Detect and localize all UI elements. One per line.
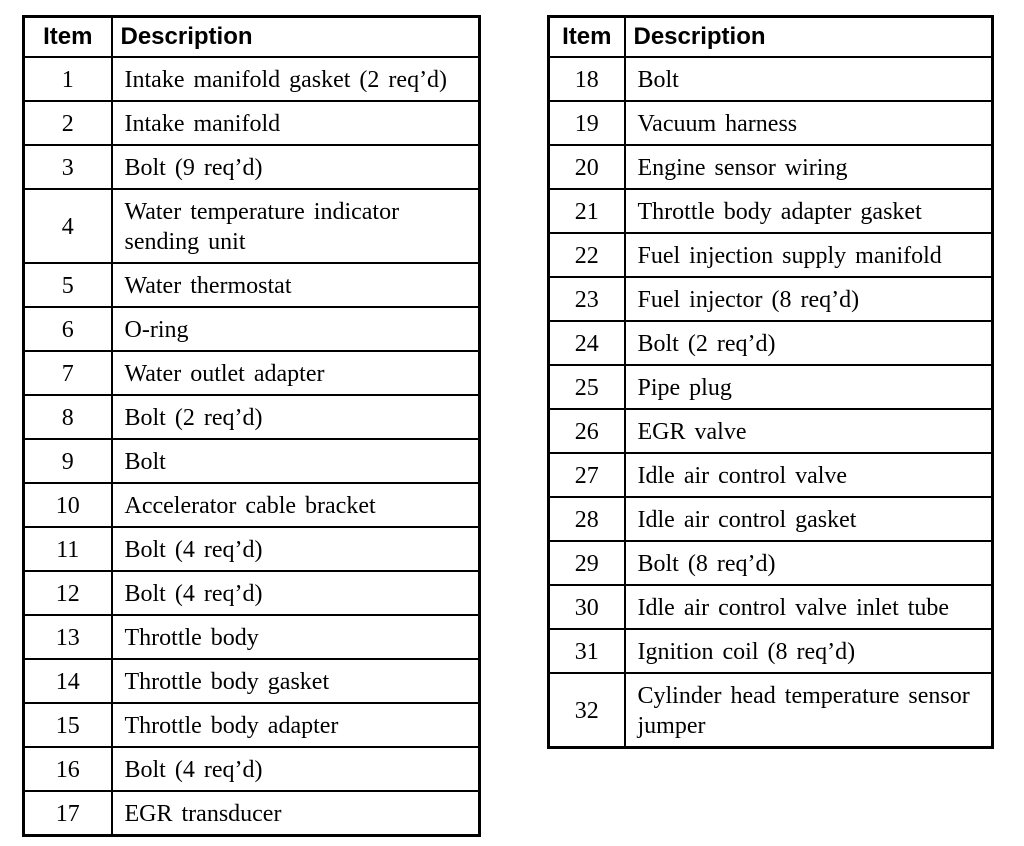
table-row xyxy=(24,615,480,659)
item-number-cell: 4 xyxy=(24,189,112,263)
item-number-cell: 2 xyxy=(24,101,112,145)
description-cell: EGR transducer xyxy=(112,791,480,836)
table-row xyxy=(549,101,993,145)
table-row xyxy=(549,277,993,321)
table-row xyxy=(549,497,993,541)
table-row xyxy=(549,321,993,365)
table-row xyxy=(24,659,480,703)
table-row xyxy=(549,541,993,585)
description-cell: Bolt (4 req’d) xyxy=(112,747,480,791)
item-number-cell: 28 xyxy=(549,497,625,541)
description-cell: Intake manifold gasket (2 req’d) xyxy=(112,57,480,101)
item-number-cell: 5 xyxy=(24,263,112,307)
item-number-cell: 23 xyxy=(549,277,625,321)
item-number-cell: 26 xyxy=(549,409,625,453)
item-number-cell: 3 xyxy=(24,145,112,189)
item-number-cell: 29 xyxy=(549,541,625,585)
description-cell: Bolt (2 req’d) xyxy=(625,321,993,365)
description-cell: Intake manifold xyxy=(112,101,480,145)
description-cell: Bolt (8 req’d) xyxy=(625,541,993,585)
parts-table-items-18-32 xyxy=(547,15,994,749)
item-column-header: Item xyxy=(24,17,112,57)
item-number-cell: 17 xyxy=(24,791,112,836)
table-row xyxy=(24,791,480,836)
description-cell: Accelerator cable bracket xyxy=(112,483,480,527)
item-number-cell: 22 xyxy=(549,233,625,277)
item-number-cell: 9 xyxy=(24,439,112,483)
item-number-cell: 10 xyxy=(24,483,112,527)
table-row xyxy=(24,307,480,351)
item-number-cell: 7 xyxy=(24,351,112,395)
description-cell: EGR valve xyxy=(625,409,993,453)
item-number-cell: 32 xyxy=(549,673,625,748)
header-row xyxy=(549,17,993,57)
item-number-cell: 24 xyxy=(549,321,625,365)
table-row xyxy=(24,703,480,747)
description-cell: Ignition coil (8 req’d) xyxy=(625,629,993,673)
description-cell: Idle air control valve inlet tube xyxy=(625,585,993,629)
description-cell: Bolt xyxy=(112,439,480,483)
table-row xyxy=(549,629,993,673)
description-cell: Bolt (9 req’d) xyxy=(112,145,480,189)
item-number-cell: 19 xyxy=(549,101,625,145)
table-row xyxy=(24,263,480,307)
item-number-cell: 12 xyxy=(24,571,112,615)
item-number-cell: 13 xyxy=(24,615,112,659)
table-row xyxy=(24,189,480,263)
item-number-cell: 27 xyxy=(549,453,625,497)
table-row xyxy=(24,747,480,791)
item-number-cell: 15 xyxy=(24,703,112,747)
item-number-cell: 14 xyxy=(24,659,112,703)
table-row xyxy=(549,57,993,101)
description-column-header: Description xyxy=(112,17,480,57)
table-row xyxy=(24,395,480,439)
item-number-cell: 31 xyxy=(549,629,625,673)
item-number-cell: 25 xyxy=(549,365,625,409)
table-row xyxy=(549,233,993,277)
item-number-cell: 16 xyxy=(24,747,112,791)
description-cell: Fuel injection supply manifold xyxy=(625,233,993,277)
description-cell: Throttle body gasket xyxy=(112,659,480,703)
description-cell: Bolt (4 req’d) xyxy=(112,527,480,571)
description-cell: Water temperature indicator sending unit xyxy=(112,189,480,263)
table-row xyxy=(24,483,480,527)
description-cell: Engine sensor wiring xyxy=(625,145,993,189)
item-number-cell: 6 xyxy=(24,307,112,351)
table-row xyxy=(24,57,480,101)
description-cell: Throttle body adapter gasket xyxy=(625,189,993,233)
description-cell: Fuel injector (8 req’d) xyxy=(625,277,993,321)
table-row xyxy=(549,453,993,497)
item-number-cell: 1 xyxy=(24,57,112,101)
description-cell: Cylinder head temperature sensor jumper xyxy=(625,673,993,748)
table-row xyxy=(24,439,480,483)
header-row xyxy=(24,17,480,57)
table-row xyxy=(549,409,993,453)
description-cell: O-ring xyxy=(112,307,480,351)
item-column-header: Item xyxy=(549,17,625,57)
description-cell: Bolt xyxy=(625,57,993,101)
table-row xyxy=(24,101,480,145)
description-column-header: Description xyxy=(625,17,993,57)
description-cell: Throttle body adapter xyxy=(112,703,480,747)
table-row xyxy=(24,527,480,571)
description-cell: Water outlet adapter xyxy=(112,351,480,395)
item-number-cell: 8 xyxy=(24,395,112,439)
table-row xyxy=(549,145,993,189)
table-row xyxy=(549,673,993,748)
description-cell: Vacuum harness xyxy=(625,101,993,145)
item-number-cell: 30 xyxy=(549,585,625,629)
description-cell: Water thermostat xyxy=(112,263,480,307)
item-number-cell: 21 xyxy=(549,189,625,233)
table-row xyxy=(549,365,993,409)
description-cell: Bolt (4 req’d) xyxy=(112,571,480,615)
description-cell: Throttle body xyxy=(112,615,480,659)
table-row xyxy=(24,351,480,395)
item-number-cell: 20 xyxy=(549,145,625,189)
description-cell: Idle air control valve xyxy=(625,453,993,497)
item-number-cell: 18 xyxy=(549,57,625,101)
table-row xyxy=(549,585,993,629)
table-row xyxy=(24,145,480,189)
description-cell: Idle air control gasket xyxy=(625,497,993,541)
description-cell: Pipe plug xyxy=(625,365,993,409)
item-number-cell: 11 xyxy=(24,527,112,571)
table-row xyxy=(24,571,480,615)
description-cell: Bolt (2 req’d) xyxy=(112,395,480,439)
table-row xyxy=(549,189,993,233)
parts-table-items-1-17 xyxy=(22,15,481,837)
